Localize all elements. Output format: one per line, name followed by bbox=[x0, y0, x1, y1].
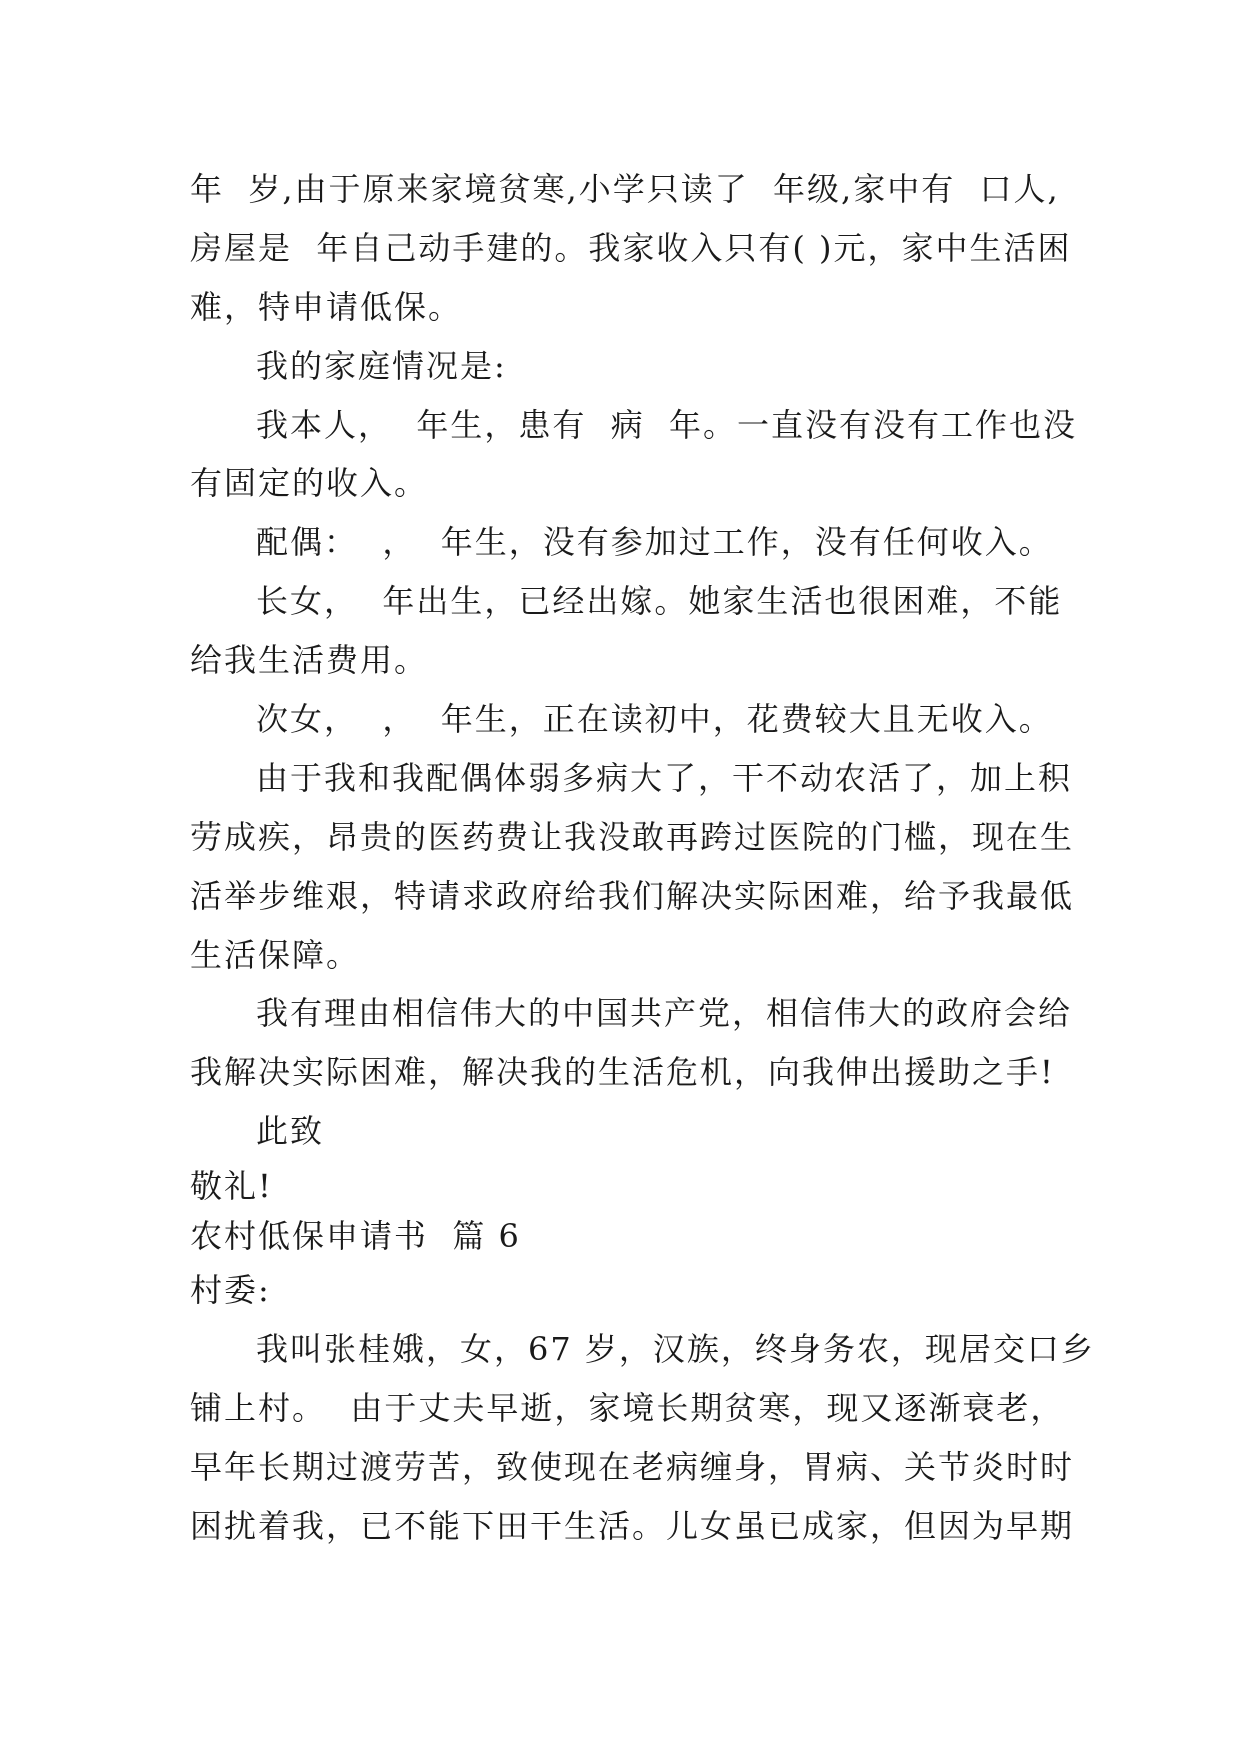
text-line: 我的家庭情况是: bbox=[256, 346, 507, 385]
text-line: 我有理由相信伟大的中国共产党，相信伟大的政府会给 bbox=[256, 994, 1073, 1033]
text-line: 活举步维艰，特请求政府给我们解决实际困难，给予我最低 bbox=[190, 876, 1075, 915]
text-line: 村委: bbox=[190, 1271, 271, 1310]
text-line: 劳成疾，昂贵的医药费让我没敢再跨过医院的门槛，现在生 bbox=[190, 817, 1075, 856]
text-line: 有固定的收入。 bbox=[190, 464, 429, 503]
text-line: 长女， 年出生，已经出嫁。她家生活也很困难，不能 bbox=[256, 582, 1063, 621]
text-line: 次女， ， 年生，正在读初中，花费较大且无收入。 bbox=[256, 700, 1053, 739]
text-line: 年 岁,由于原来家境贫寒,小学只读了 年级,家中有 口人, bbox=[190, 170, 1060, 208]
text-line: 难，特申请低保。 bbox=[190, 287, 463, 326]
text-line: 我叫张桂娥，女，67 岁，汉族，终身务农，现居交口乡 bbox=[256, 1330, 1095, 1369]
text-line: 敬礼! bbox=[190, 1167, 273, 1206]
text-line: 给我生活费用。 bbox=[190, 641, 429, 680]
text-line: 早年长期过渡劳苦，致使现在老病缠身，胃病、关节炎时时 bbox=[190, 1447, 1075, 1486]
text-line: 困扰着我，已不能下田干生活。儿女虽已成家，但因为早期 bbox=[190, 1506, 1075, 1545]
text-line: 此致 bbox=[256, 1112, 325, 1151]
text-line: 生活保障。 bbox=[190, 935, 361, 974]
document-body bbox=[190, 160, 1095, 1556]
text-line: 铺上村。 由于丈夫早逝，家境长期贫寒，现又逐渐衰老， bbox=[190, 1388, 1065, 1427]
text-line: 我解决实际困难，解决我的生活危机，向我伸出援助之手! bbox=[190, 1053, 1055, 1092]
text-line: 农村低保申请书 篇 6 bbox=[190, 1217, 521, 1256]
text-line: 房屋是 年自己动手建的。我家收入只有( )元，家中生活困 bbox=[190, 228, 1072, 267]
text-line: 配偶： ， 年生，没有参加过工作，没有任何收入。 bbox=[256, 523, 1053, 562]
text-line: 我本人， 年生，患有 病 年。一直没有没有工作也没 bbox=[256, 405, 1078, 444]
text-line: 由于我和我配偶体弱多病大了，干不动农活了，加上积 bbox=[256, 758, 1073, 797]
